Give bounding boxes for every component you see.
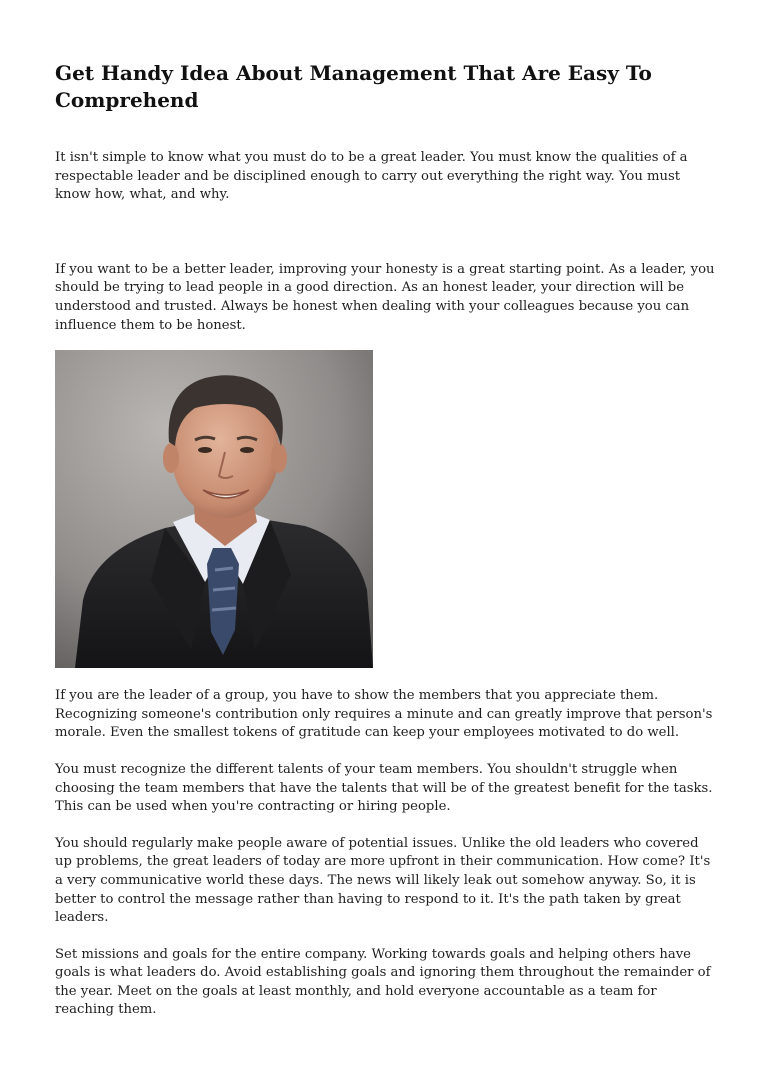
paragraph: You should regularly make people aware of potential issues. Unlike the old leaders who covered up problems, the great leaders of today are more upfront in their communication. How come? It's a very communicative world these days. The news will likely leak out somehow anyway. So, it is better to control the message rather than having to respond to it. It's the path taken by great leaders.	[55, 835, 711, 926]
article	[55, 60, 715, 1020]
paragraph: It isn't simple to know what you must do to be a great leader. You must know the qualities of a respectable leader and be disciplined enough to carry out everything the right way. You must know how, what, and why.	[55, 150, 688, 203]
article-title: Get Handy Idea About Management That Are Easy To Comprehend	[55, 61, 652, 112]
paragraph: If you are the leader of a group, you have to show the members that you appreciate them. Recognizing someone's contribution only requires a minute and can greatly improve that person's morale. Even the smallest tokens of gratitude can keep your employees motivated to do well.	[55, 688, 713, 741]
paragraph: If you want to be a better leader, improving your honesty is a great starting point. As a leader, you should be trying to lead people in a good direction. As an honest leader, your direction will be understood and trusted. Always be honest when dealing with your colleagues because you can influence them to be honest.	[55, 261, 715, 333]
paragraph: Set missions and goals for the entire company. Working towards goals and helping others have goals is what leaders do. Avoid establishing goals and ignoring them throughout the remainder of the year. Meet on the goals at least monthly, and hold everyone accountable as a team for reaching them.	[55, 946, 711, 1018]
paragraph: You must recognize the different talents of your team members. You shouldn't struggle when choosing the team members that have the talents that will be of the greatest benefit for the tasks. This can be used when you're contracting or hiring people.	[55, 761, 713, 815]
businessman-portrait-photo	[55, 350, 373, 668]
